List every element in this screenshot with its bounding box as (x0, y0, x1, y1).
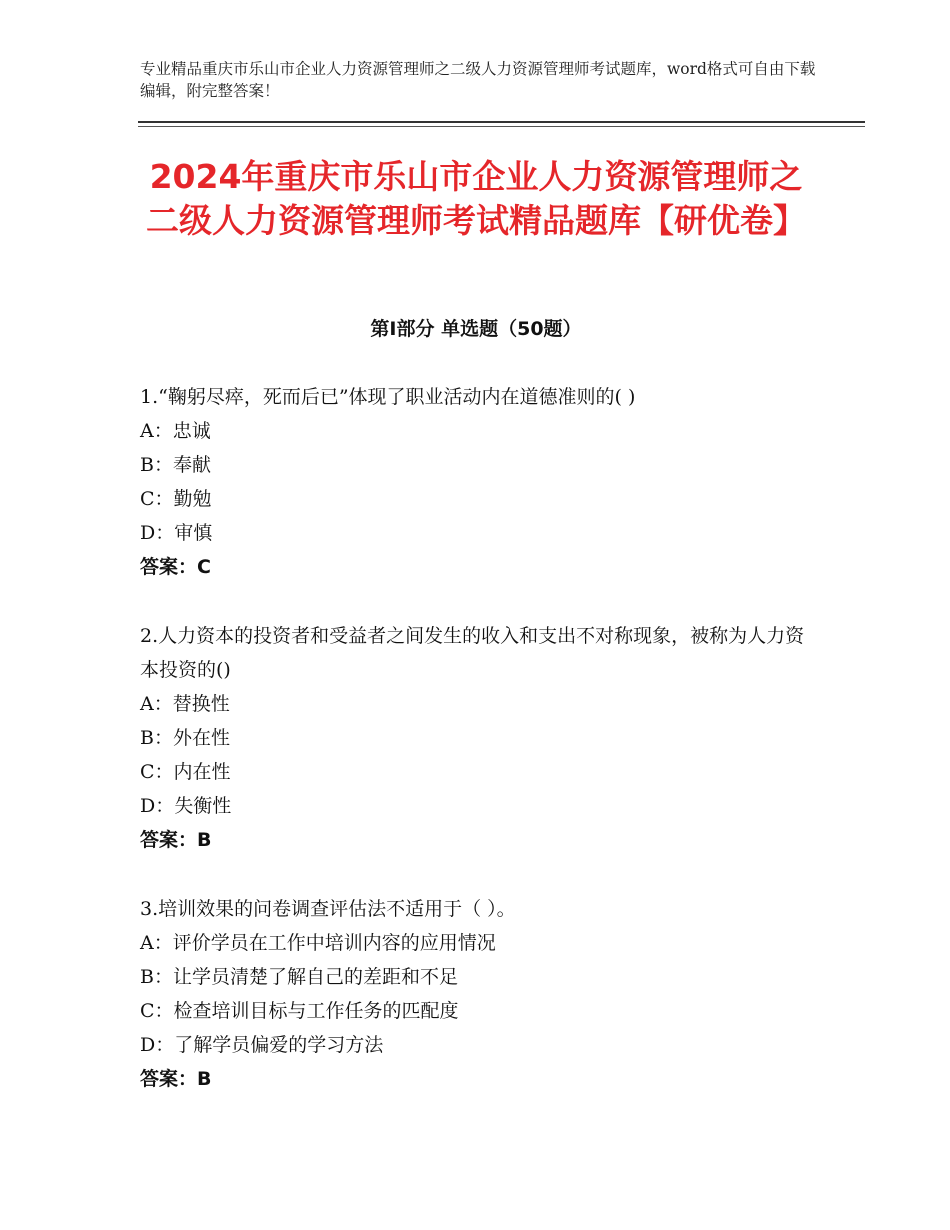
header-divider-thin (138, 126, 865, 127)
answer: 答案：B (140, 1068, 212, 1090)
option-d: D：失衡性 (140, 795, 232, 817)
question-stem: 3.培训效果的问卷调查评估法不适用于（ ）。 (140, 898, 516, 920)
option-c: C：勤勉 (140, 488, 212, 510)
option-b: B：奉献 (140, 454, 211, 476)
question-3 (140, 892, 810, 1096)
answer: 答案：C (140, 556, 211, 578)
header-note: 专业精品重庆市乐山市企业人力资源管理师之二级人力资源管理师考试题库，word格式可自由下载编辑，附完整答案！ (140, 60, 816, 100)
option-a: A：忠诚 (140, 420, 211, 442)
option-a: A：评价学员在工作中培训内容的应用情况 (140, 932, 496, 954)
option-b: B：外在性 (140, 727, 230, 749)
question-stem: 2.人力资本的投资者和受益者之间发生的收入和支出不对称现象，被称为人力资本投资的() (140, 625, 805, 681)
header-divider-thick (138, 121, 865, 123)
option-d: D：了解学员偏爱的学习方法 (140, 1034, 384, 1056)
question-2 (140, 619, 810, 857)
question-stem: 1.“鞠躬尽瘁，死而后已”体现了职业活动内在道德准则的( ) (140, 386, 636, 408)
section-title: 第Ⅰ部分 单选题（50题） (370, 318, 582, 340)
option-b: B：让学员清楚了解自己的差距和不足 (140, 966, 458, 988)
option-c: C：检查培训目标与工作任务的匹配度 (140, 1000, 459, 1022)
option-c: C：内在性 (140, 761, 231, 783)
question-1 (140, 380, 810, 584)
option-d: D：审慎 (140, 522, 213, 544)
option-a: A：替换性 (140, 693, 230, 715)
document-title: 2024年重庆市乐山市企业人力资源管理师之二级人力资源管理师考试精品题库【研优卷】 (146, 157, 806, 240)
answer: 答案：B (140, 829, 212, 851)
